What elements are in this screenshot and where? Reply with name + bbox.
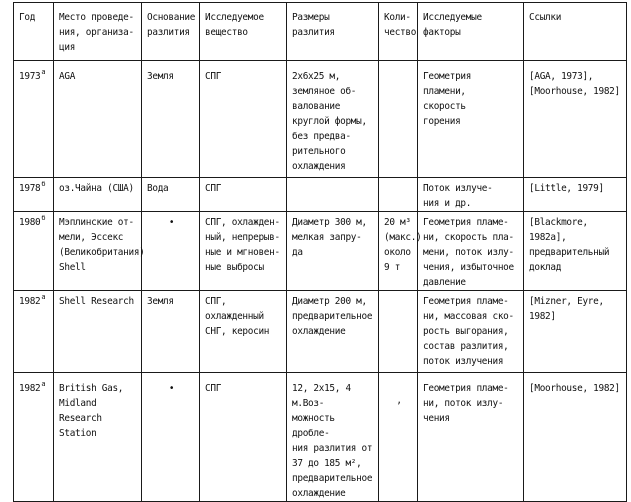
size-cell: 12, 2х15, 4 м.Воз- можность дробле- ния разлития от 37 до 185 м², предварительное охлаждение [287, 373, 379, 502]
factors-cell: Геометрия пламени, скорость горения [418, 61, 524, 178]
experiments-table [13, 2, 627, 502]
substance-cell: СПГ [200, 373, 287, 502]
factors-cell: Геометрия пламе- ни, массовая ско- рость выгорания, состав разлития, поток излучения [418, 291, 524, 373]
size-cell [287, 178, 379, 212]
place-cell: Мэплинские от- мели, Эссекс (Великобритания) Shell [54, 212, 142, 291]
year-cell [14, 178, 54, 212]
year-note: а [41, 293, 46, 301]
substance-cell: СПГ [200, 178, 287, 212]
substance-cell: СПГ, охлажден- ный, непрерыв- ные и мгновен- ные выбросы [200, 212, 287, 291]
size-cell: 2х6х25 м, земляное об- валование круглой формы, без предва- рительного охлаждения [287, 61, 379, 178]
header-size: Размеры разлития [287, 3, 379, 61]
year-note: а [41, 380, 46, 388]
surface-cell: • [142, 373, 200, 502]
table-row [14, 61, 627, 178]
refs-cell: [Little, 1979] [524, 178, 627, 212]
substance-cell: СПГ [200, 61, 287, 178]
header-place: Место проведе- ния, организа- ция [54, 3, 142, 61]
year-value: 1982 [19, 383, 41, 394]
year-cell [14, 212, 54, 291]
header-substance: Исследуемое вещество [200, 3, 287, 61]
quantity-cell: , [379, 373, 418, 502]
year-note: б [41, 214, 46, 222]
header-surface: Основание разлития [142, 3, 200, 61]
substance-cell: СПГ, охлажденный СНГ, керосин [200, 291, 287, 373]
table-row [14, 373, 627, 502]
size-cell: Диаметр 300 м, мелкая запру- да [287, 212, 379, 291]
year-value: 1978 [19, 183, 41, 194]
table-row [14, 178, 627, 212]
surface-cell: Земля [142, 61, 200, 178]
place-cell: Shell Research [54, 291, 142, 373]
table-row [14, 291, 627, 373]
year-cell [14, 373, 54, 502]
header-refs: Ссылки [524, 3, 627, 61]
refs-cell: [Blackmore, 1982a], предварительный доклад [524, 212, 627, 291]
factors-cell: Геометрия пламе- ни, поток излу- чения [418, 373, 524, 502]
surface-cell: • [142, 212, 200, 291]
header-year: Год [14, 3, 54, 61]
year-note: б [41, 180, 46, 188]
header-factors: Исследуемые факторы [418, 3, 524, 61]
refs-cell: [AGA, 1973], [Moorhouse, 1982] [524, 61, 627, 178]
surface-cell: Земля [142, 291, 200, 373]
refs-cell: [Moorhouse, 1982] [524, 373, 627, 502]
year-value: 1973 [19, 71, 41, 82]
factors-cell: Поток излуче- ния и др. [418, 178, 524, 212]
size-cell: Диаметр 200 м, предварительное охлаждение [287, 291, 379, 373]
year-cell [14, 291, 54, 373]
year-value: 1980 [19, 217, 41, 228]
refs-cell: [Mizner, Eyre, 1982] [524, 291, 627, 373]
place-cell: British Gas, Midland Research Station [54, 373, 142, 502]
quantity-cell [379, 61, 418, 178]
year-value: 1982 [19, 296, 41, 307]
surface-cell: Вода [142, 178, 200, 212]
table-row [14, 212, 627, 291]
header-quantity: Коли- чество [379, 3, 418, 61]
factors-cell: Геометрия пламе- ни, скорость пла- мени, поток излу- чения, избыточное давление [418, 212, 524, 291]
table-header-row [14, 3, 627, 61]
place-cell: AGA [54, 61, 142, 178]
year-note: а [41, 68, 46, 76]
year-cell [14, 61, 54, 178]
quantity-cell [379, 178, 418, 212]
quantity-cell [379, 291, 418, 373]
quantity-cell: 20 м³ (макс.) около 9 т [379, 212, 418, 291]
place-cell: оз.Чайна (США) [54, 178, 142, 212]
